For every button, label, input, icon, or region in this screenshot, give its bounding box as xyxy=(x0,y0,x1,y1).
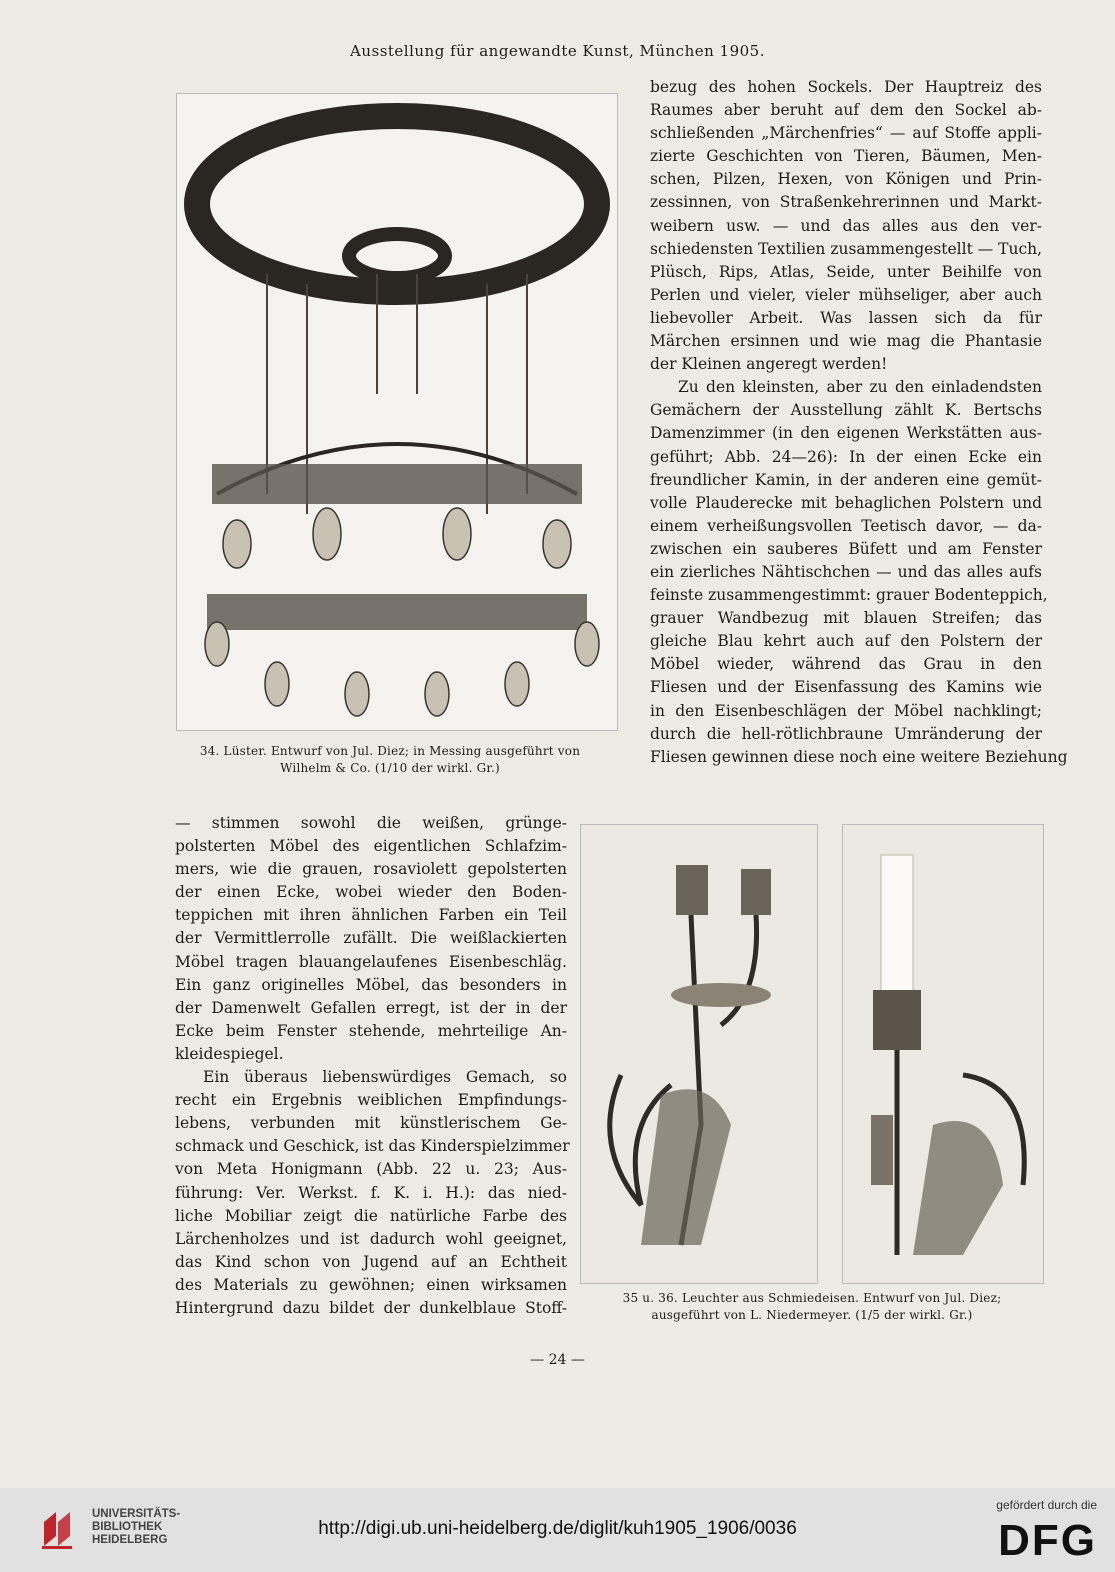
text-line: recht ein Ergebnis weiblichen Empfindungs- xyxy=(175,1091,567,1110)
text-line: Märchen ersinnen und wie mag die Phantasie xyxy=(650,332,1042,351)
text-line: Möbel tragen blauangelaufenes Eisenbeschläg. xyxy=(175,952,567,971)
text-line: schmack und Geschick, ist das Kinderspielzimmer xyxy=(175,1137,570,1156)
text-line: der Vermittlerrolle zufällt. Die weißlackierten xyxy=(175,929,567,948)
text-line: — stimmen sowohl die weißen, grünge- xyxy=(175,814,567,832)
text-line: mers, wie die grauen, rosaviolett gepolsterten xyxy=(175,860,567,879)
text-line: führung: Ver. Werkst. f. K. i. H.): das nied- xyxy=(175,1183,567,1202)
text-line: Lärchenholzes und ist dadurch wohl geeignet, xyxy=(175,1229,567,1248)
text-line: Fliesen und der Eisenfassung des Kamins wie xyxy=(650,678,1042,697)
text-line: Zu den kleinsten, aber zu den einladendsten xyxy=(678,378,1042,397)
text-line: Hintergrund dazu bildet der dunkelblaue Stoff- xyxy=(175,1298,567,1317)
text-line: volle Plauderecke mit behaglichen Polstern und xyxy=(650,493,1042,512)
text-line: schen, Pilzen, Hexen, von Königen und Prin- xyxy=(650,170,1042,189)
dfg-logo: DFG xyxy=(998,1516,1097,1565)
text-line: Perlen und vieler, vieler mühseliger, aber auch xyxy=(650,285,1042,304)
library-name: UNIVERSITÄTS- BIBLIOTHEK HEIDELBERG xyxy=(92,1508,181,1546)
text-line: grauer Wandbezug mit blauen Streifen; das xyxy=(650,609,1042,628)
text-line: Fliesen gewinnen diese noch eine weitere Beziehung xyxy=(650,747,1068,766)
text-line: des Materials zu gewöhnen; einen wirksamen xyxy=(175,1275,567,1294)
text-line: lebens, verbunden mit künstlerischem Ge- xyxy=(175,1114,567,1133)
text-line: schließenden „Märchenfries“ — auf Stoffe appli- xyxy=(650,124,1042,143)
text-line: Möbel wieder, während das Grau in den xyxy=(650,655,1042,674)
text-line: Ecke beim Fenster stehende, mehrteilige An- xyxy=(175,1021,567,1040)
funding-label: gefördert durch die xyxy=(996,1498,1097,1512)
text-line: gleiche Blau kehrt auch auf den Polstern der xyxy=(650,632,1042,651)
left-text-column xyxy=(175,812,570,1320)
text-line: liebevoller Arbeit. Was lassen sich da für xyxy=(650,308,1042,327)
text-line: liche Mobiliar zeigt die natürliche Farbe des xyxy=(175,1206,567,1225)
text-line: Plüsch, Rips, Atlas, Seide, unter Beihilfe von xyxy=(650,262,1042,281)
figures-35-36-caption: 35 u. 36. Leuchter aus Schmiedeisen. Entwurf von Jul. Diez; ausgeführt von L. Niedermeyer. (1/5 der wirkl. Gr.) xyxy=(622,1291,1002,1322)
text-line: zwischen ein sauberes Büfett und am Fenster xyxy=(650,539,1042,558)
figure-34-chandelier-photo xyxy=(176,93,618,731)
text-line: durch die hell-rötlichbraune Umränderung der xyxy=(650,724,1042,743)
text-line: Gemächern der Ausstellung zählt K. Bertschs xyxy=(650,401,1042,420)
text-line: das Kind schon von Jugend auf an Echtheit xyxy=(175,1252,567,1271)
figure-36-candlestick-photo xyxy=(842,824,1044,1284)
text-line: der einen Ecke, wobei wieder den Boden- xyxy=(175,883,567,902)
text-line: Ein ganz originelles Möbel, das besonders in xyxy=(175,975,567,994)
text-line: teppichen mit ihren ähnlichen Farben ein Teil xyxy=(175,906,567,925)
right-text-column xyxy=(650,76,1068,769)
text-line: polsterten Möbel des eigentlichen Schlafzim- xyxy=(175,837,567,856)
text-line: kleidespiegel. xyxy=(175,1044,284,1063)
figure-35-candlestick-photo xyxy=(580,824,818,1284)
text-line: weibern usw. — und das alles aus den ver- xyxy=(650,216,1042,235)
text-line: in den Eisenbeschlägen der Möbel nachklingt; xyxy=(650,701,1042,720)
permalink-url[interactable]: http://digi.ub.uni-heidelberg.de/diglit/kuh1905_1906/0036 xyxy=(318,1518,797,1539)
text-line: ein zierliches Nähtischchen — und das alles aufs xyxy=(650,562,1042,581)
text-line: Ein überaus liebenswürdiges Gemach, so xyxy=(203,1068,567,1087)
page-number: — 24 — xyxy=(530,1352,585,1368)
text-line: geführt; Abb. 24—26): In der einen Ecke ein xyxy=(650,447,1042,466)
footer-bar xyxy=(0,1488,1115,1572)
figure-34-caption: 34. Lüster. Entwurf von Jul. Diez; in Messing ausgeführt von Wilhelm & Co. (1/10 der wirkl. Gr.) xyxy=(199,744,581,775)
text-line: von Meta Honigmann (Abb. 22 u. 23; Aus- xyxy=(175,1160,567,1179)
text-line: bezug des hohen Sockels. Der Hauptreiz des xyxy=(650,78,1042,96)
text-line: schiedensten Textilien zusammengestellt — Tuch, xyxy=(650,239,1043,258)
text-line: zessinnen, von Straßenkehrerinnen und Markt- xyxy=(650,193,1042,212)
text-line: einem verheißungsvollen Teetisch davor, — da- xyxy=(650,516,1042,535)
text-line: zierte Geschichten von Tieren, Bäumen, Men- xyxy=(650,147,1042,166)
text-line: der Damenwelt Gefallen erregt, ist der in der xyxy=(175,998,567,1017)
text-line: feinste zusammengestimmt: grauer Bodenteppich, xyxy=(650,586,1048,605)
text-line: der Kleinen angeregt werden! xyxy=(650,355,888,374)
text-line: freundlicher Kamin, in der anderen eine gemüt- xyxy=(650,470,1042,489)
text-line: Damenzimmer (in den eigenen Werkstätten aus- xyxy=(650,424,1042,443)
running-head: Ausstellung für angewandte Kunst, München 1905. xyxy=(350,42,765,60)
text-line: Raumes aber beruht auf dem den Sockel ab- xyxy=(650,101,1042,120)
